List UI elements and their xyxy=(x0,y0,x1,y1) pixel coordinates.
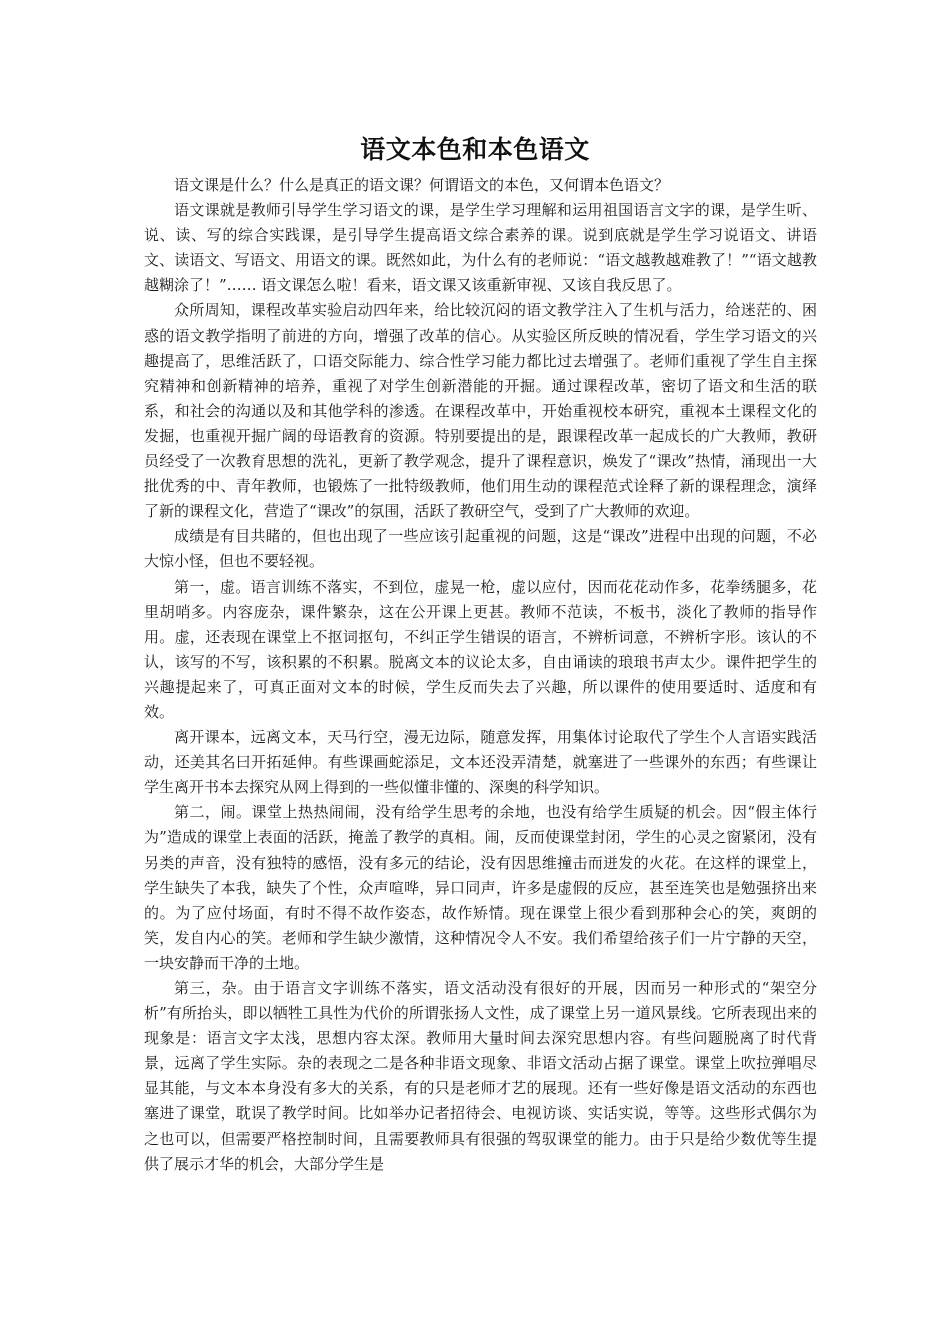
document-title: 语文本色和本色语文 xyxy=(360,135,590,164)
paragraph: 成绩是有目共睹的，但也出现了一些应该引起重视的问题，这是“课改”进程中出现的问题，不必大惊小怪，但也不要轻视。 xyxy=(144,527,817,571)
paragraph: 离开课本，远离文本，天马行空，漫无边际，随意发挥，用集体讨论取代了学生个人言语实践活动，还美其名曰开拓延伸。有些课画蛇添足，文本还没弄清楚，就塞进了一些课外的东西；有些课让学生离开书本去探究从网上得到的一些似懂非懂的、深奥的科学知识。 xyxy=(144,728,817,797)
paragraph: 第一，虚。语言训练不落实，不到位，虚晃一枪，虚以应付，因而花花动作多，花拳绣腿多，花里胡哨多。内容庞杂，课件繁杂，这在公开课上更甚。教师不范读，不板书，淡化了教师的指导作用。虚，还表现在课堂上不抠词抠句，不纠正学生错误的语言，不辨析词意，不辨析字形。该认的不认，该写的不写，该积累的不积累。脱离文本的议论太多，自由诵读的琅琅书声太少。课件把学生的兴趣提起来了，可真正面对文本的时候，学生反而失去了兴趣，所以课件的使用要适时、适度和有效。 xyxy=(144,577,817,721)
document-body xyxy=(144,173,817,1177)
paragraph: 语文课就是教师引导学生学习语文的课，是学生学习理解和运用祖国语言文字的课，是学生听、说、读、写的综合实践课，是引导学生提高语文综合素养的课。说到底就是学生学习说语文、讲语文、读语文、写语文、用语文的课。既然如此，为什么有的老师说：“语文越教越难教了！”“语文越教越糊涂了！”…… 语文课怎么啦！看来，语文课又该重新审视、又该自我反思了。 xyxy=(144,201,817,295)
paragraph: 众所周知，课程改革实验启动四年来，给比较沉闷的语文教学注入了生机与活力，给迷茫的、困惑的语文教学指明了前进的方向，增强了改革的信心。从实验区所反映的情况看，学生学习语文的兴趣提高了，思维活跃了，口语交际能力、综合性学习能力都比过去增强了。老师们重视了学生自主探究精神和创新精神的培养，重视了对学生创新潜能的开掘。通过课程改革，密切了语文和生活的联系，和社会的沟通以及和其他学科的渗透。在课程改革中，开始重视校本研究，重视本土课程文化的发掘，也重视开掘广阔的母语教育的资源。特别要提出的是，跟课程改革一起成长的广大教师，教研员经受了一次教育思想的洗礼，更新了教学观念，提升了课程意识，焕发了“课改”热情，涌现出一大批优秀的中、青年教师，也锻炼了一批特级教师，他们用生动的课程范式诠释了新的课程理念，演绎了新的课程文化，营造了“课改”的氛围，活跃了教研空气，受到了广大教师的欢迎。 xyxy=(144,301,817,521)
paragraph: 第二，闹。课堂上热热闹闹，没有给学生思考的余地，也没有给学生质疑的机会。因“假主体行为”造成的课堂上表面的活跃，掩盖了教学的真相。闹，反而使课堂封闭，学生的心灵之窗紧闭，没有另类的声音，没有独特的感悟，没有多元的结论，没有因思维撞击而迸发的火花。在这样的课堂上，学生缺失了本我，缺失了个性，众声喧哗，异口同声，许多是虚假的反应，甚至连笑也是勉强挤出来的。为了应付场面，有时不得不故作姿态，故作矫情。现在课堂上很少看到那种会心的笑，爽朗的笑，发自内心的笑。老师和学生缺少激情，这种情况令人不安。我们希望给孩子们一片宁静的天空，一块安静而干净的土地。 xyxy=(144,803,817,972)
paragraph: 第三，杂。由于语言文字训练不落实，语文活动没有很好的开展，因而另一种形式的“架空分析”有所抬头，即以牺牲工具性为代价的所谓张扬人文性，成了课堂上另一道风景线。它所表现出来的现象是：语言文字太浅，思想内容太深。教师用大量时间去深究思想内容。有些问题脱离了时代背景，远离了学生实际。杂的表现之二是各种非语文现象、非语文活动占据了课堂。课堂上吹拉弹唱尽显其能，与文本本身没有多大的关系，有的只是老师才艺的展现。还有一些好像是语文活动的东西也塞进了课堂，耽误了教学时间。比如举办记者招待会、电视访谈、实话实说，等等。这些形式偶尔为之也可以，但需要严格控制时间，且需要教师具有很强的驾驭课堂的能力。由于只是给少数优等生提供了展示才华的机会，大部分学生是 xyxy=(144,979,817,1173)
paragraph: 语文课是什么？什么是真正的语文课？何谓语文的本色，又何谓本色语文？ xyxy=(174,176,670,194)
